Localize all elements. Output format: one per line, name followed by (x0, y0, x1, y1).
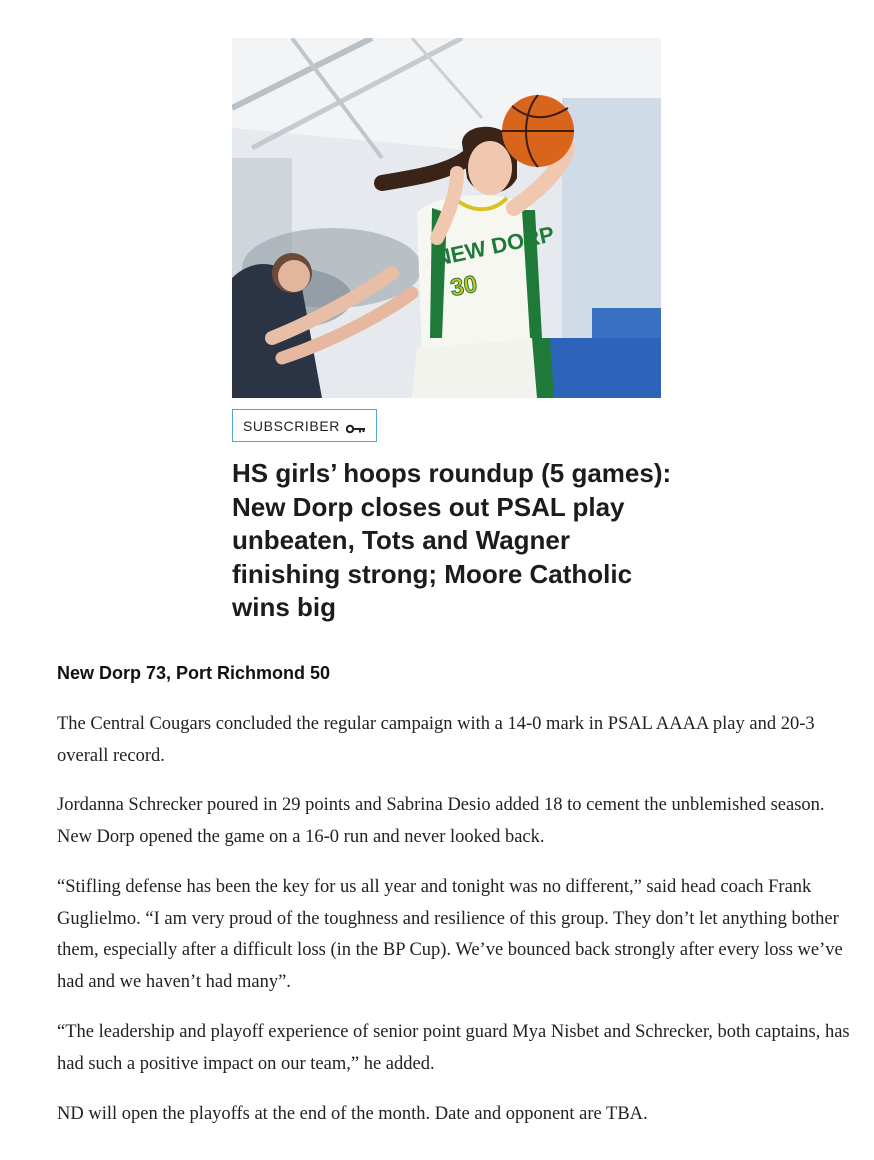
article-paragraph: ND will open the playoffs at the end of the month. Date and opponent are TBA. (57, 1104, 648, 1124)
key-icon (346, 421, 366, 431)
subscriber-badge-label: SUBSCRIBER (242, 417, 341, 434)
article-headline[interactable]: HS girls’ hoops roundup (5 games): New Dorp closes out PSAL play unbeaten, Tots and Wagner finishing strong; Moore Catholic wins big (232, 458, 672, 622)
jersey-number: 30 (448, 270, 480, 302)
subscriber-badge[interactable] (232, 409, 377, 442)
game-subhead: New Dorp 73, Port Richmond 50 (57, 663, 331, 683)
basketball-photo-illustration (232, 38, 661, 398)
article-paragraph: “The leadership and playoff experience of senior point guard Mya Nisbet and Schrecker, both captains, has had such a positive impact on our team,” he added. (57, 1022, 850, 1074)
article-paragraph: The Central Cougars concluded the regular campaign with a 14-0 mark in PSAL AAAA play and 20-3 overall record. (57, 714, 815, 766)
article-hero-image[interactable] (232, 38, 661, 398)
article-paragraph: Jordanna Schrecker poured in 29 points and Sabrina Desio added 18 to cement the unblemished season. New Dorp opened the game on a 16-0 run and never looked back. (57, 795, 825, 847)
jersey-text: NEW DORP (432, 221, 557, 271)
article-paragraph: “Stifling defense has been the key for us all year and tonight was no different,” said head coach Frank Guglielmo. “I am very proud of the toughness and resilience of this group. They don’t let anything bother them, especially after a difficult loss (in the BP Cup). We’ve bounced back strongly after every loss we’ve had and we haven’t had many”. (57, 877, 843, 992)
